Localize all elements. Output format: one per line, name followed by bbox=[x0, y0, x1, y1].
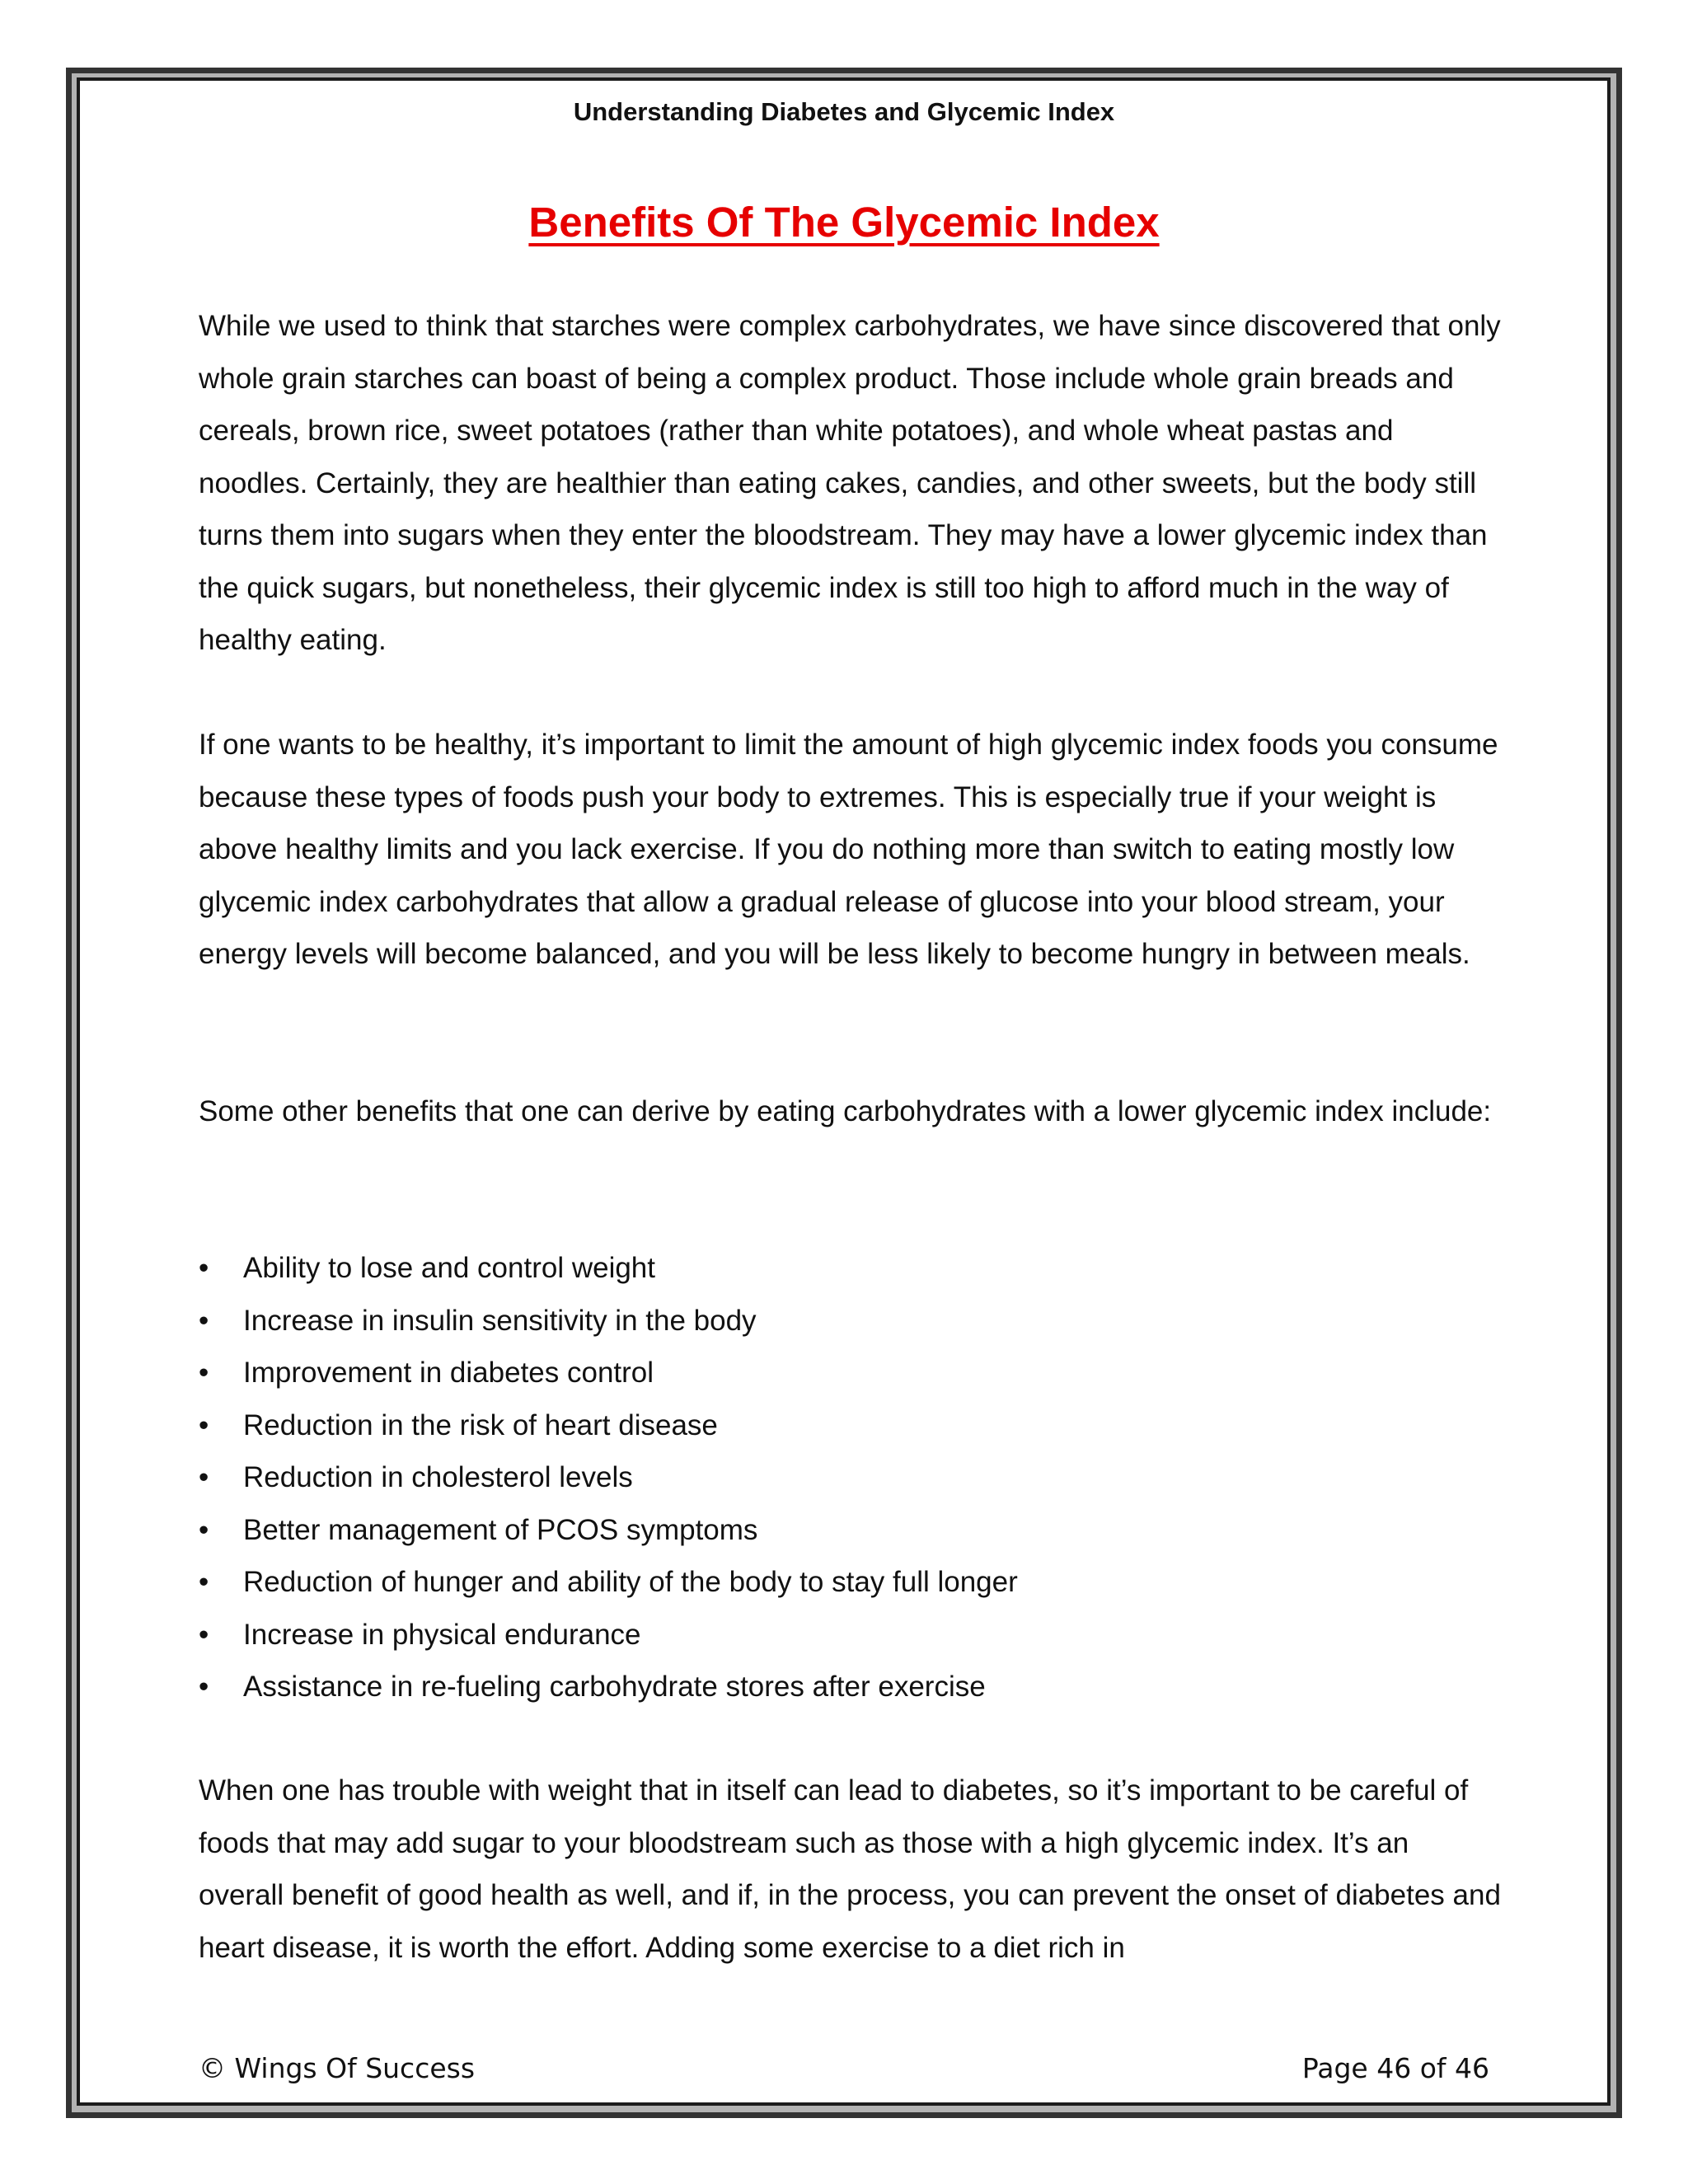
list-item-text: Reduction in the risk of heart disease bbox=[243, 1408, 718, 1441]
list-item bbox=[199, 1609, 1501, 1661]
bullet-icon: • bbox=[199, 1408, 209, 1441]
list-item bbox=[199, 1451, 1501, 1504]
list-item-text: Assistance in re-fueling carbohydrate stores after exercise bbox=[243, 1671, 986, 1703]
list-item-text: Increase in physical endurance bbox=[243, 1618, 641, 1651]
bullet-icon: • bbox=[199, 1252, 209, 1284]
paragraph-other-benefits bbox=[199, 1085, 1501, 1138]
paragraph-text: If one wants to be healthy, it’s important to limit the amount of high glycemic index foods you consume because these types of foods push your body to extremes. This is especially true if your weight is above healthy limits and you lack exercise. If you do nothing more than switch to eating mostly low glycemic index carbohydrates that allow a gradual release of glucose into your blood stream, your energy levels will become balanced, and you will be less likely to become hungry in between meals. bbox=[199, 729, 1498, 970]
list-item bbox=[199, 1556, 1501, 1609]
list-item-text: Ability to lose and control weight bbox=[243, 1252, 655, 1284]
paragraph-text: Some other benefits that one can derive by eating carbohydrates with a lower glycemic index include: bbox=[199, 1095, 1492, 1127]
bullet-icon: • bbox=[199, 1304, 209, 1337]
list-item bbox=[199, 1504, 1501, 1557]
list-item bbox=[199, 1661, 1501, 1713]
list-item bbox=[199, 1295, 1501, 1347]
footer-page-number: Page 46 of 46 bbox=[1301, 2052, 1489, 2084]
list-item-text: Reduction of hunger and ability of the body to stay full longer bbox=[243, 1566, 1018, 1598]
benefits-list bbox=[199, 1242, 1501, 1713]
list-item bbox=[199, 1347, 1501, 1399]
bullet-icon: • bbox=[199, 1461, 209, 1493]
list-item-text: Reduction in cholesterol levels bbox=[243, 1461, 633, 1493]
list-item-text: Improvement in diabetes control bbox=[243, 1357, 654, 1389]
list-item-text: Increase in insulin sensitivity in the body bbox=[243, 1304, 757, 1337]
list-item bbox=[199, 1242, 1501, 1295]
bullet-icon: • bbox=[199, 1618, 209, 1651]
footer-copyright: © Wings Of Success bbox=[199, 2052, 476, 2084]
page-title: Benefits Of The Glycemic Index bbox=[528, 199, 1160, 246]
paragraph-text: When one has trouble with weight that in itself can lead to diabetes, so it’s important to be careful of foods that may add sugar to your bloodstream such as those with a high glycemic index. It’s an overall benefit of good health as well, and if, in the process, you can prevent the onset of diabetes and heart disease, it is worth the effort. Adding some exercise to a diet rich in bbox=[199, 1774, 1501, 1964]
bullet-icon: • bbox=[199, 1513, 209, 1546]
paragraph-weight-trouble bbox=[199, 1765, 1501, 1974]
list-item bbox=[199, 1399, 1501, 1452]
bullet-icon: • bbox=[199, 1357, 209, 1389]
paragraph-text: While we used to think that starches were complex carbohydrates, we have since discovered that only whole grain starches can boast of being a complex product. Those include whole grain breads and cereals, brown rice, sweet potatoes (rather than white potatoes), and whole wheat pastas and noodles. Certainly, they are healthier than eating cakes, candies, and other sweets, but the body still turns them into sugars when they enter the bloodstream. They may have a lower glycemic index than the quick sugars, but nonetheless, their glycemic index is still too high to afford much in the way of healthy eating. bbox=[199, 310, 1501, 656]
bullet-icon: • bbox=[199, 1671, 209, 1703]
paragraph-healthy bbox=[199, 719, 1501, 981]
running-header: Understanding Diabetes and Glycemic Index bbox=[573, 97, 1115, 126]
bullet-icon: • bbox=[199, 1566, 209, 1598]
paragraph-starches bbox=[199, 300, 1501, 667]
list-item-text: Better management of PCOS symptoms bbox=[243, 1513, 758, 1546]
